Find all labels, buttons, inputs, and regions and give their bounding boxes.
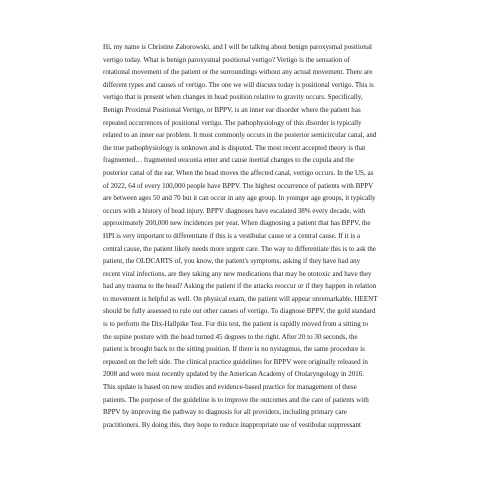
text-line: 2008 and were most recently updated by the American Academy of Otolaryngology in 2016. [103, 370, 365, 379]
text-line: central cause, the patient likely needs more urgent care. The way to differentiate this is to ask the [103, 244, 376, 253]
text-line: should be fully assessed to rule out other causes of vertigo. To diagnose BPPV, the gold standard [103, 307, 376, 316]
text-line: approximately 200,000 new incidences per year. When diagnosing a patient that has BPPV, the [103, 219, 371, 228]
text-line: Hi, my name is Christine Zaborowski, and I will be talking about benign paroxysmal positional [103, 43, 372, 51]
text-line: of 2022, 64 of every 100,000 people have BPPV. The highest occurrence of patients with BPPV [103, 181, 374, 190]
text-line: the supine posture with the head turned 45 degrees to the right. After 20 to 30 seconds, the [103, 332, 358, 341]
text-line: different types and causes of vertigo. The one we will discuss today is positional vertigo. This is [103, 80, 374, 89]
text-line: repeated on the left side. The clinical practice guidelines for BPPV were originally released in [103, 357, 368, 366]
text-line: is to perform the Dix-Hallpike Test. For this test, the patient is rapidly moved from a sitting to [103, 320, 368, 329]
text-line: patient is brought back to the sitting position. If there is no nystagmus, the same procedure is [103, 345, 365, 354]
text-line: vertigo today. What is benign paroxysmal positional vertigo? Vertigo is the sensation of [103, 55, 350, 64]
text-line: repeated occurrences of positional vertigo. The pathophysiology of this disorder is typically [103, 118, 362, 127]
text-line: related to an inner ear problem. It most commonly occurs in the posterior semicircular canal, and [103, 131, 377, 140]
text-line: Benign Proximal Positional Vertigo, or BPPV, is an inner ear disorder where the patient has [103, 105, 361, 114]
text-line: occurs with a history of head injury. BPPV diagnoses have escalated 38% every decade, with [103, 206, 366, 215]
text-line: This update is based on new studies and evidence-based practice for management of these [103, 383, 357, 392]
text-line: patients. The purpose of the guideline is to improve the outcomes and the care of patients with [103, 395, 369, 404]
text-line: posterior canal of the ear. When the head moves the affected canal, vertigo occurs. In the US, as [103, 168, 374, 177]
text-line: had any trauma to the head? Asking the patient if the attacks reoccur or if they happen in relation [103, 282, 377, 291]
text-line: practitioners. By doing this, they hope to reduce inappropriate use of vestibular suppressant [103, 420, 361, 429]
text-line: vertigo that is present when changes in head position relative to gravity occurs. Specifically, [103, 93, 363, 102]
text-line: the true pathophysiology is unknown and is disputed. The most recent accepted theory is that [103, 143, 366, 152]
text-line: rotational movement of the patient or the surroundings without any actual movement. There are [103, 68, 373, 77]
text-line: recent viral infections, are they taking any new medications that may be ototoxic and have they [103, 269, 372, 278]
text-line: are between ages 50 and 70 but it can occur in any age group. In younger age groups, it typically [103, 194, 376, 203]
text-line: BPPV by improving the pathway to diagnosis for all providers, including primary care [103, 408, 347, 417]
transcript-paragraph [103, 41, 413, 431]
text-line: HPI is very important to differentiate if this is a vestibular cause or a central cause. If it is a [103, 231, 360, 240]
text-line: to movement is helpful as well. On physical exam, the patient will appear unremarkable. HEENT [103, 294, 378, 303]
text-line: patient, the OLDCARTS of, you know, the patient's symptoms, asking if they have had any [103, 257, 361, 266]
text-line: fragmented… fragmented otoconia enter and cause inertial changes to the cupula and the [103, 156, 354, 165]
